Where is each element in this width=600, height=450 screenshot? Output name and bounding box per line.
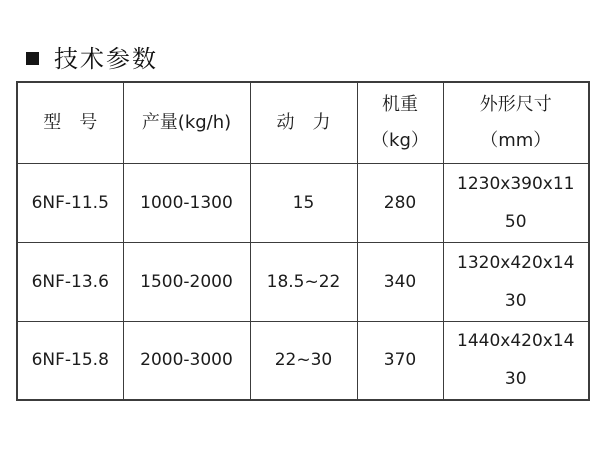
cell-model: 6NF-11.5 [17,163,123,242]
cell-dimensions-line1: 1440x420x14 [457,331,575,352]
cell-dimensions-line2: 30 [504,290,527,311]
cell-dimensions-line2: 30 [504,369,527,390]
header-output-label: 产量(kg/h) [141,111,232,133]
section-title-text: 技术参数 [54,45,158,73]
cell-model: 6NF-13.6 [17,242,123,321]
cell-weight: 280 [357,163,443,242]
cell-power: 22~30 [250,321,357,400]
cell-dimensions [443,321,589,400]
cell-power: 18.5~22 [250,242,357,321]
header-weight-label: 机重 [382,93,418,115]
cell-output: 1500-2000 [123,242,250,321]
cell-weight: 340 [357,242,443,321]
header-power-label: 动 力 [276,111,331,133]
header-dimensions [443,82,589,163]
cell-model: 6NF-15.8 [17,321,123,400]
cell-dimensions-line1: 1230x390x11 [457,173,575,194]
spec-table [16,81,590,401]
header-dimensions-label: 外形尺寸 [479,93,552,115]
table-row [17,321,589,400]
cell-dimensions-line1: 1320x420x14 [457,252,575,273]
header-output [123,82,250,163]
header-weight-unit: （kg） [371,129,429,151]
cell-dimensions [443,242,589,321]
header-model-label: 型 号 [43,111,98,133]
cell-output: 1000-1300 [123,163,250,242]
bullet-square-icon [26,52,39,65]
table-row [17,163,589,242]
header-dimensions-unit: （mm） [480,129,552,151]
header-model [17,82,123,163]
header-power [250,82,357,163]
table-row [17,242,589,321]
cell-weight: 370 [357,321,443,400]
cell-output: 2000-3000 [123,321,250,400]
cell-dimensions-line2: 50 [504,211,527,232]
cell-dimensions [443,163,589,242]
header-weight [357,82,443,163]
cell-power: 15 [250,163,357,242]
section-title [26,39,158,74]
header-row [17,82,589,163]
